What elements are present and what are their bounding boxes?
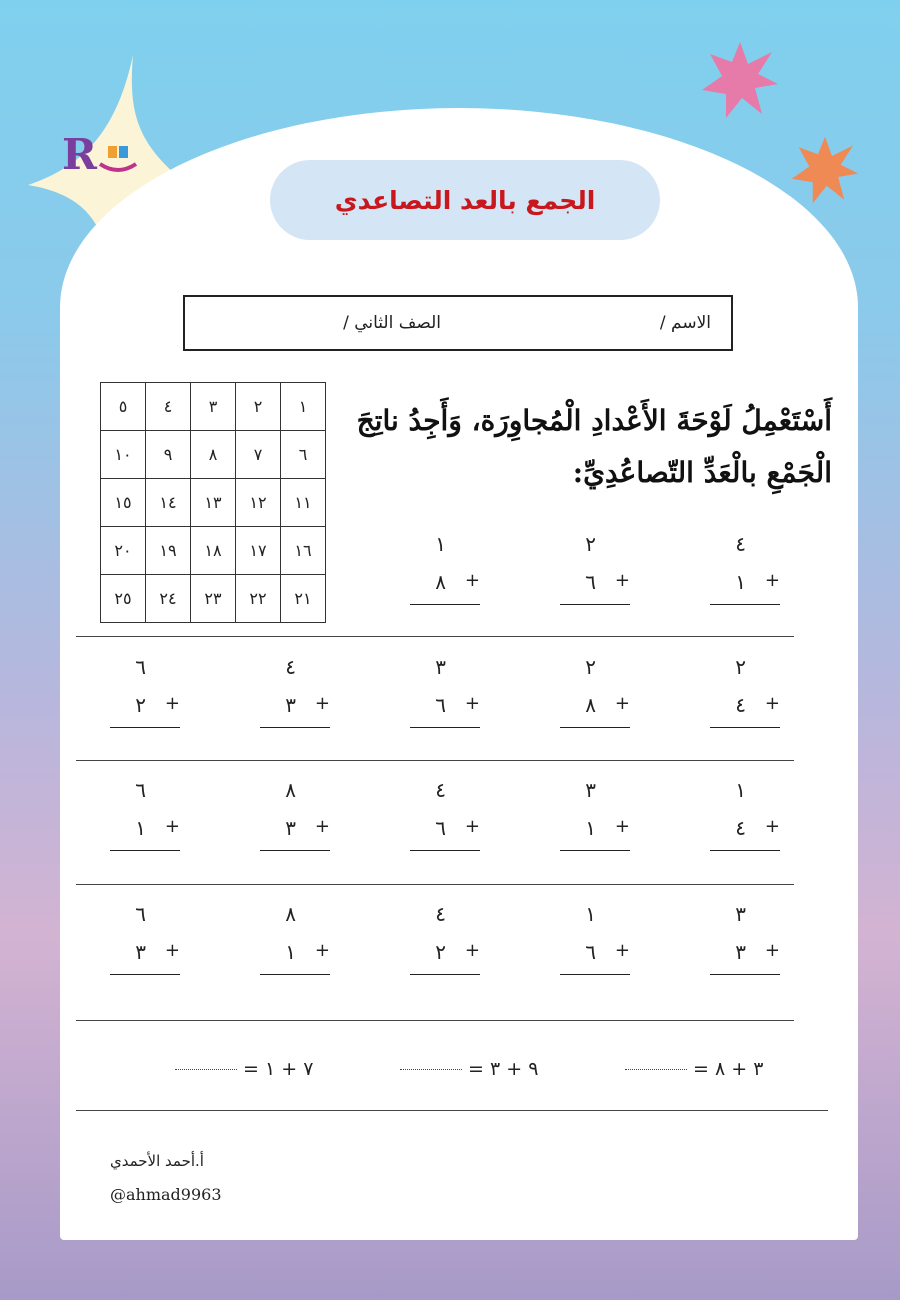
addition-problem	[110, 778, 180, 848]
addend-bottom: ٢	[135, 693, 146, 717]
addend-top: ٤	[435, 902, 446, 926]
answer-line[interactable]	[560, 974, 630, 975]
board-cell: ٣	[191, 383, 236, 431]
answer-line[interactable]	[410, 850, 480, 851]
worksheet-title: الجمع بالعد التصاعدي	[270, 160, 660, 240]
addend-top: ٨	[285, 778, 296, 802]
addend-bottom: ١	[585, 816, 596, 840]
addition-problem	[410, 532, 480, 602]
addend-bottom: ١	[135, 816, 146, 840]
addend-bottom: ٤	[735, 816, 746, 840]
answer-line[interactable]	[110, 850, 180, 851]
book-icon	[96, 140, 140, 180]
plus-sign: +	[764, 570, 780, 591]
addend-bottom: ٢	[435, 940, 446, 964]
addend-bottom: ١	[285, 940, 296, 964]
plus-sign: +	[314, 940, 330, 961]
addend-top: ١	[435, 532, 446, 556]
addend-bottom: ٣	[735, 940, 746, 964]
board-cell: ٨	[191, 431, 236, 479]
addend-bottom: ١	[735, 570, 746, 594]
answer-line[interactable]	[110, 727, 180, 728]
addend-bottom: ٦	[585, 940, 596, 964]
plus-sign: +	[614, 693, 630, 714]
board-cell: ١٥	[101, 479, 146, 527]
board-cell: ٩	[146, 431, 191, 479]
logo-letter: R	[62, 130, 97, 179]
board-cell: ١٣	[191, 479, 236, 527]
board-cell: ١٨	[191, 527, 236, 575]
board-row	[101, 479, 326, 527]
answer-line[interactable]	[710, 727, 780, 728]
grade-label: الصف الثاني /	[343, 313, 441, 333]
addend-bottom: ٤	[735, 693, 746, 717]
answer-blank[interactable]	[175, 1069, 237, 1070]
addition-problem	[110, 902, 180, 972]
plus-sign: +	[164, 693, 180, 714]
board-cell: ٧	[236, 431, 281, 479]
instructions-line1: أَسْتَعْمِلُ لَوْحَةَ الأَعْدادِ الْمُجاوِرَة، وَأَجِدُ ناتِجَ	[356, 404, 832, 437]
addend-bottom: ٦	[585, 570, 596, 594]
student-info-box	[183, 295, 733, 351]
instructions	[332, 395, 832, 499]
board-cell: ١٤	[146, 479, 191, 527]
addition-problem	[410, 902, 480, 972]
addition-problem	[110, 655, 180, 725]
addend-bottom: ٦	[435, 816, 446, 840]
plus-sign: +	[614, 940, 630, 961]
addition-problem	[410, 655, 480, 725]
plus-sign: +	[314, 693, 330, 714]
addend-bottom: ٦	[435, 693, 446, 717]
addend-top: ٦	[135, 902, 146, 926]
name-label: الاسم /	[659, 313, 711, 333]
addition-problem	[560, 532, 630, 602]
plus-sign: +	[764, 816, 780, 837]
plus-sign: +	[764, 940, 780, 961]
addition-problem	[560, 778, 630, 848]
addition-problem	[710, 655, 780, 725]
board-cell: ٢	[236, 383, 281, 431]
board-row	[101, 383, 326, 431]
addend-top: ٢	[585, 532, 596, 556]
instructions-line2: الْجَمْعِ بالْعَدِّ التّصاعُدِيِّ:	[572, 456, 832, 489]
addend-bottom: ٣	[135, 940, 146, 964]
addend-top: ٣	[735, 902, 746, 926]
author-name: أ.أحمد الأحمدي	[110, 1152, 204, 1170]
answer-blank[interactable]	[625, 1069, 687, 1070]
addend-top: ٤	[285, 655, 296, 679]
plus-sign: +	[464, 816, 480, 837]
addend-top: ٨	[285, 902, 296, 926]
plus-sign: +	[164, 816, 180, 837]
addend-top: ٢	[585, 655, 596, 679]
answer-line[interactable]	[410, 974, 480, 975]
answer-line[interactable]	[560, 850, 630, 851]
answer-line[interactable]	[560, 727, 630, 728]
logo	[62, 130, 152, 190]
addend-top: ٢	[735, 655, 746, 679]
plus-sign: +	[614, 570, 630, 591]
answer-line[interactable]	[410, 727, 480, 728]
addend-top: ٣	[585, 778, 596, 802]
addend-top: ٤	[735, 532, 746, 556]
board-cell: ٦	[281, 431, 326, 479]
addition-problem	[710, 778, 780, 848]
equation-text: ٧ + ١ =	[243, 1058, 314, 1080]
board-row	[101, 527, 326, 575]
equation-text: ٩ + ٣ =	[468, 1058, 539, 1080]
board-cell: ٢٥	[101, 575, 146, 623]
board-row	[101, 575, 326, 623]
board-cell: ١١	[281, 479, 326, 527]
answer-line[interactable]	[260, 850, 330, 851]
equation-text: ٣ + ٨ =	[693, 1058, 764, 1080]
addition-problem	[260, 655, 330, 725]
board-cell: ٢١	[281, 575, 326, 623]
pink-star-icon	[700, 40, 780, 120]
addition-problem	[260, 778, 330, 848]
addend-top: ٦	[135, 655, 146, 679]
board-cell: ٥	[101, 383, 146, 431]
addition-problem	[560, 655, 630, 725]
addend-top: ٣	[435, 655, 446, 679]
divider	[76, 1110, 828, 1111]
number-board	[100, 382, 326, 623]
addition-problem	[710, 532, 780, 602]
divider	[76, 1020, 794, 1021]
board-cell: ١٢	[236, 479, 281, 527]
board-cell: ١٠	[101, 431, 146, 479]
addend-bottom: ٣	[285, 693, 296, 717]
plus-sign: +	[614, 816, 630, 837]
board-row	[101, 431, 326, 479]
board-cell: ٢٣	[191, 575, 236, 623]
plus-sign: +	[464, 570, 480, 591]
addition-problem	[560, 902, 630, 972]
board-cell: ٢٠	[101, 527, 146, 575]
plus-sign: +	[764, 693, 780, 714]
addend-bottom: ٨	[435, 570, 446, 594]
answer-line[interactable]	[260, 727, 330, 728]
plus-sign: +	[464, 693, 480, 714]
answer-line[interactable]	[410, 604, 480, 605]
plus-sign: +	[314, 816, 330, 837]
addend-top: ٦	[135, 778, 146, 802]
answer-line[interactable]	[710, 850, 780, 851]
divider	[76, 760, 794, 761]
plus-sign: +	[464, 940, 480, 961]
addend-top: ١	[735, 778, 746, 802]
board-cell: ٢٢	[236, 575, 281, 623]
plus-sign: +	[164, 940, 180, 961]
board-cell: ٢٤	[146, 575, 191, 623]
board-cell: ١	[281, 383, 326, 431]
addend-bottom: ٨	[585, 693, 596, 717]
equation	[400, 1058, 538, 1080]
addend-bottom: ٣	[285, 816, 296, 840]
answer-line[interactable]	[260, 974, 330, 975]
author-handle: @ahmad9963	[110, 1185, 222, 1204]
board-cell: ١٧	[236, 527, 281, 575]
answer-blank[interactable]	[400, 1069, 462, 1070]
divider	[76, 636, 794, 637]
orange-star-icon	[790, 135, 860, 205]
divider	[76, 884, 794, 885]
addition-problem	[260, 902, 330, 972]
answer-line[interactable]	[710, 604, 780, 605]
addend-top: ١	[585, 902, 596, 926]
equation	[175, 1058, 313, 1080]
board-cell: ١٩	[146, 527, 191, 575]
addition-problem	[710, 902, 780, 972]
answer-line[interactable]	[710, 974, 780, 975]
board-cell: ٤	[146, 383, 191, 431]
addend-top: ٤	[435, 778, 446, 802]
addition-problem	[410, 778, 480, 848]
equation	[625, 1058, 763, 1080]
answer-line[interactable]	[110, 974, 180, 975]
board-cell: ١٦	[281, 527, 326, 575]
answer-line[interactable]	[560, 604, 630, 605]
